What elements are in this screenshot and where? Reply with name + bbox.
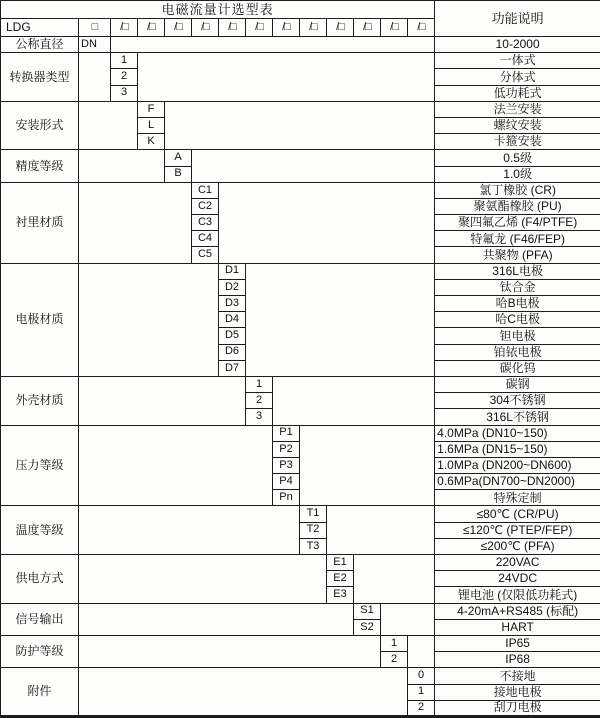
option-desc-cell: 220VAC — [435, 555, 600, 571]
option-desc-cell: 特殊定制 — [435, 490, 600, 506]
option-desc-cell: 10-2000 — [435, 37, 600, 53]
option-desc-cell: 一体式 — [435, 53, 600, 69]
spacer-cell — [79, 603, 354, 635]
option-desc-cell: 1.6MPa (DN15~150) — [435, 441, 600, 457]
option-code-cell: C3 — [192, 215, 219, 231]
option-code-cell: B — [165, 166, 192, 182]
option-code-cell: P1 — [273, 425, 300, 441]
category-label-temperature: 温度等级 — [1, 506, 79, 555]
spacer-cell — [354, 555, 435, 604]
option-desc-cell: 24VDC — [435, 571, 600, 587]
option-code-cell: C4 — [192, 231, 219, 247]
option-code-cell: D5 — [219, 328, 246, 344]
option-desc-cell: 碳钢 — [435, 376, 600, 392]
model-box-cell: /□ — [273, 19, 300, 37]
category-label-converter: 转换器类型 — [1, 53, 79, 102]
option-desc-cell: 螺纹安装 — [435, 117, 600, 133]
model-box-cell: /□ — [354, 19, 381, 37]
option-code-cell: S1 — [354, 603, 381, 619]
spacer-cell — [219, 182, 435, 263]
option-code-cell: 1 — [381, 635, 408, 651]
option-desc-cell: 钛合金 — [435, 279, 600, 295]
option-code-cell: L — [138, 117, 165, 133]
model-box-cell: /□ — [408, 19, 435, 37]
option-desc-cell: 4-20mA+RS485 (标配) — [435, 603, 600, 619]
model-box-cell: /□ — [246, 19, 273, 37]
spacer-cell — [138, 53, 435, 102]
option-desc-cell: 接地电极 — [435, 684, 600, 700]
option-desc-cell: 碳化钨 — [435, 360, 600, 376]
option-desc-cell: 0.6MPa(DN700~DN2000) — [435, 474, 600, 490]
option-code-cell: P4 — [273, 474, 300, 490]
option-code-cell: D6 — [219, 344, 246, 360]
option-desc-cell: 铂铱电极 — [435, 344, 600, 360]
spacer-cell — [79, 506, 300, 555]
option-desc-cell: 氯丁橡胶 (CR) — [435, 182, 600, 198]
option-code-cell: D4 — [219, 312, 246, 328]
spacer-cell — [273, 376, 435, 425]
option-desc-cell: ≤80℃ (CR/PU) — [435, 506, 600, 522]
spacer-cell — [111, 37, 435, 53]
category-label-signal: 信号输出 — [1, 603, 79, 635]
option-desc-cell: 共聚物 (PFA) — [435, 247, 600, 263]
option-code-cell: 1 — [408, 684, 435, 700]
model-box-cell: /□ — [111, 19, 138, 37]
option-code-cell: E3 — [327, 587, 354, 603]
spacer-cell — [79, 555, 327, 604]
option-code-cell: C2 — [192, 198, 219, 214]
category-label-housing: 外壳材质 — [1, 376, 79, 425]
spacer-cell — [79, 668, 408, 717]
spacer-cell — [327, 506, 435, 555]
option-code-cell: DN — [79, 37, 111, 53]
option-code-cell: 0 — [408, 668, 435, 684]
category-label-liner: 衬里材质 — [1, 182, 79, 263]
spacer-cell — [79, 101, 138, 150]
option-code-cell: 1 — [111, 53, 138, 69]
option-desc-cell: 1.0级 — [435, 166, 600, 182]
option-desc-cell: 304不锈钢 — [435, 393, 600, 409]
option-desc-cell: 钽电极 — [435, 328, 600, 344]
model-box-cell: /□ — [219, 19, 246, 37]
spacer-cell — [246, 263, 435, 376]
category-label-protection: 防护等级 — [1, 635, 79, 667]
spacer-cell — [79, 263, 219, 376]
table-title: 电磁流量计选型表 — [1, 1, 435, 19]
option-desc-cell: 316L电极 — [435, 263, 600, 279]
option-desc-cell: IP65 — [435, 635, 600, 651]
option-desc-cell: 哈C电极 — [435, 312, 600, 328]
model-box-cell: /□ — [192, 19, 219, 37]
spacer-cell — [79, 425, 273, 506]
category-label-pressure: 压力等级 — [1, 425, 79, 506]
option-desc-cell: 1.0MPa (DN200~DN600) — [435, 457, 600, 473]
model-prefix: LDG — [1, 19, 79, 37]
option-desc-cell: ≤120℃ (PTEP/FEP) — [435, 522, 600, 538]
option-desc-cell: ≤200℃ (PFA) — [435, 538, 600, 554]
option-code-cell: F — [138, 101, 165, 117]
spacer-cell — [192, 150, 435, 182]
spacer-cell — [79, 635, 381, 667]
spacer-cell — [381, 603, 435, 635]
option-code-cell: D3 — [219, 296, 246, 312]
category-label-accuracy: 精度等级 — [1, 150, 79, 182]
option-desc-cell: 不接地 — [435, 668, 600, 684]
option-desc-cell: 分体式 — [435, 69, 600, 85]
option-code-cell: 2 — [381, 652, 408, 668]
option-code-cell: P2 — [273, 441, 300, 457]
option-code-cell: A — [165, 150, 192, 166]
option-desc-cell: 聚四氟乙烯 (F4/PTFE) — [435, 215, 600, 231]
spacer-cell — [79, 376, 246, 425]
spacer-cell — [79, 182, 192, 263]
spacer-cell — [408, 635, 435, 667]
option-desc-cell: 刮刀电极 — [435, 700, 600, 716]
option-desc-cell: HART — [435, 619, 600, 635]
option-desc-cell: IP68 — [435, 652, 600, 668]
option-desc-cell: 哈B电极 — [435, 296, 600, 312]
spacer-cell — [79, 150, 165, 182]
option-code-cell: 2 — [246, 393, 273, 409]
category-label-power: 供电方式 — [1, 555, 79, 604]
option-desc-cell: 锂电池 (仅限低功耗式) — [435, 587, 600, 603]
option-desc-cell: 低功耗式 — [435, 85, 600, 101]
option-code-cell: D7 — [219, 360, 246, 376]
option-code-cell: 3 — [246, 409, 273, 425]
option-code-cell: K — [138, 134, 165, 150]
option-code-cell: 3 — [111, 85, 138, 101]
model-box-cell: /□ — [327, 19, 354, 37]
option-code-cell: T3 — [300, 538, 327, 554]
option-code-cell: E1 — [327, 555, 354, 571]
model-box-cell: /□ — [381, 19, 408, 37]
option-code-cell: 2 — [408, 700, 435, 716]
model-first-box-cell: □ — [79, 19, 111, 37]
option-code-cell: D1 — [219, 263, 246, 279]
category-label-accessory: 附件 — [1, 668, 79, 717]
option-desc-cell: 0.5级 — [435, 150, 600, 166]
option-code-cell: 2 — [111, 69, 138, 85]
option-code-cell: T1 — [300, 506, 327, 522]
option-code-cell: D2 — [219, 279, 246, 295]
spacer-cell — [79, 53, 111, 102]
category-label-installation: 安装形式 — [1, 101, 79, 150]
spacer-cell — [300, 425, 435, 506]
option-code-cell: C1 — [192, 182, 219, 198]
model-box-cell: /□ — [165, 19, 192, 37]
model-box-cell: /□ — [300, 19, 327, 37]
option-desc-cell: 法兰安装 — [435, 101, 600, 117]
spacer-cell — [165, 101, 435, 150]
option-code-cell: S2 — [354, 619, 381, 635]
option-desc-cell: 特氟龙 (F46/FEP) — [435, 231, 600, 247]
category-label-electrode: 电极材质 — [1, 263, 79, 376]
option-code-cell: Pn — [273, 490, 300, 506]
option-desc-cell: 316L不锈钢 — [435, 409, 600, 425]
option-code-cell: T2 — [300, 522, 327, 538]
option-code-cell: 1 — [246, 376, 273, 392]
category-label-dn: 公称直径 — [1, 37, 79, 53]
function-column-header: 功能说明 — [435, 1, 600, 37]
option-code-cell: E2 — [327, 571, 354, 587]
option-code-cell: C5 — [192, 247, 219, 263]
option-desc-cell: 卡箍安装 — [435, 134, 600, 150]
option-desc-cell: 4.0MPa (DN10~150) — [435, 425, 600, 441]
option-code-cell: P3 — [273, 457, 300, 473]
model-box-cell: /□ — [138, 19, 165, 37]
option-desc-cell: 聚氨酯橡胶 (PU) — [435, 198, 600, 214]
